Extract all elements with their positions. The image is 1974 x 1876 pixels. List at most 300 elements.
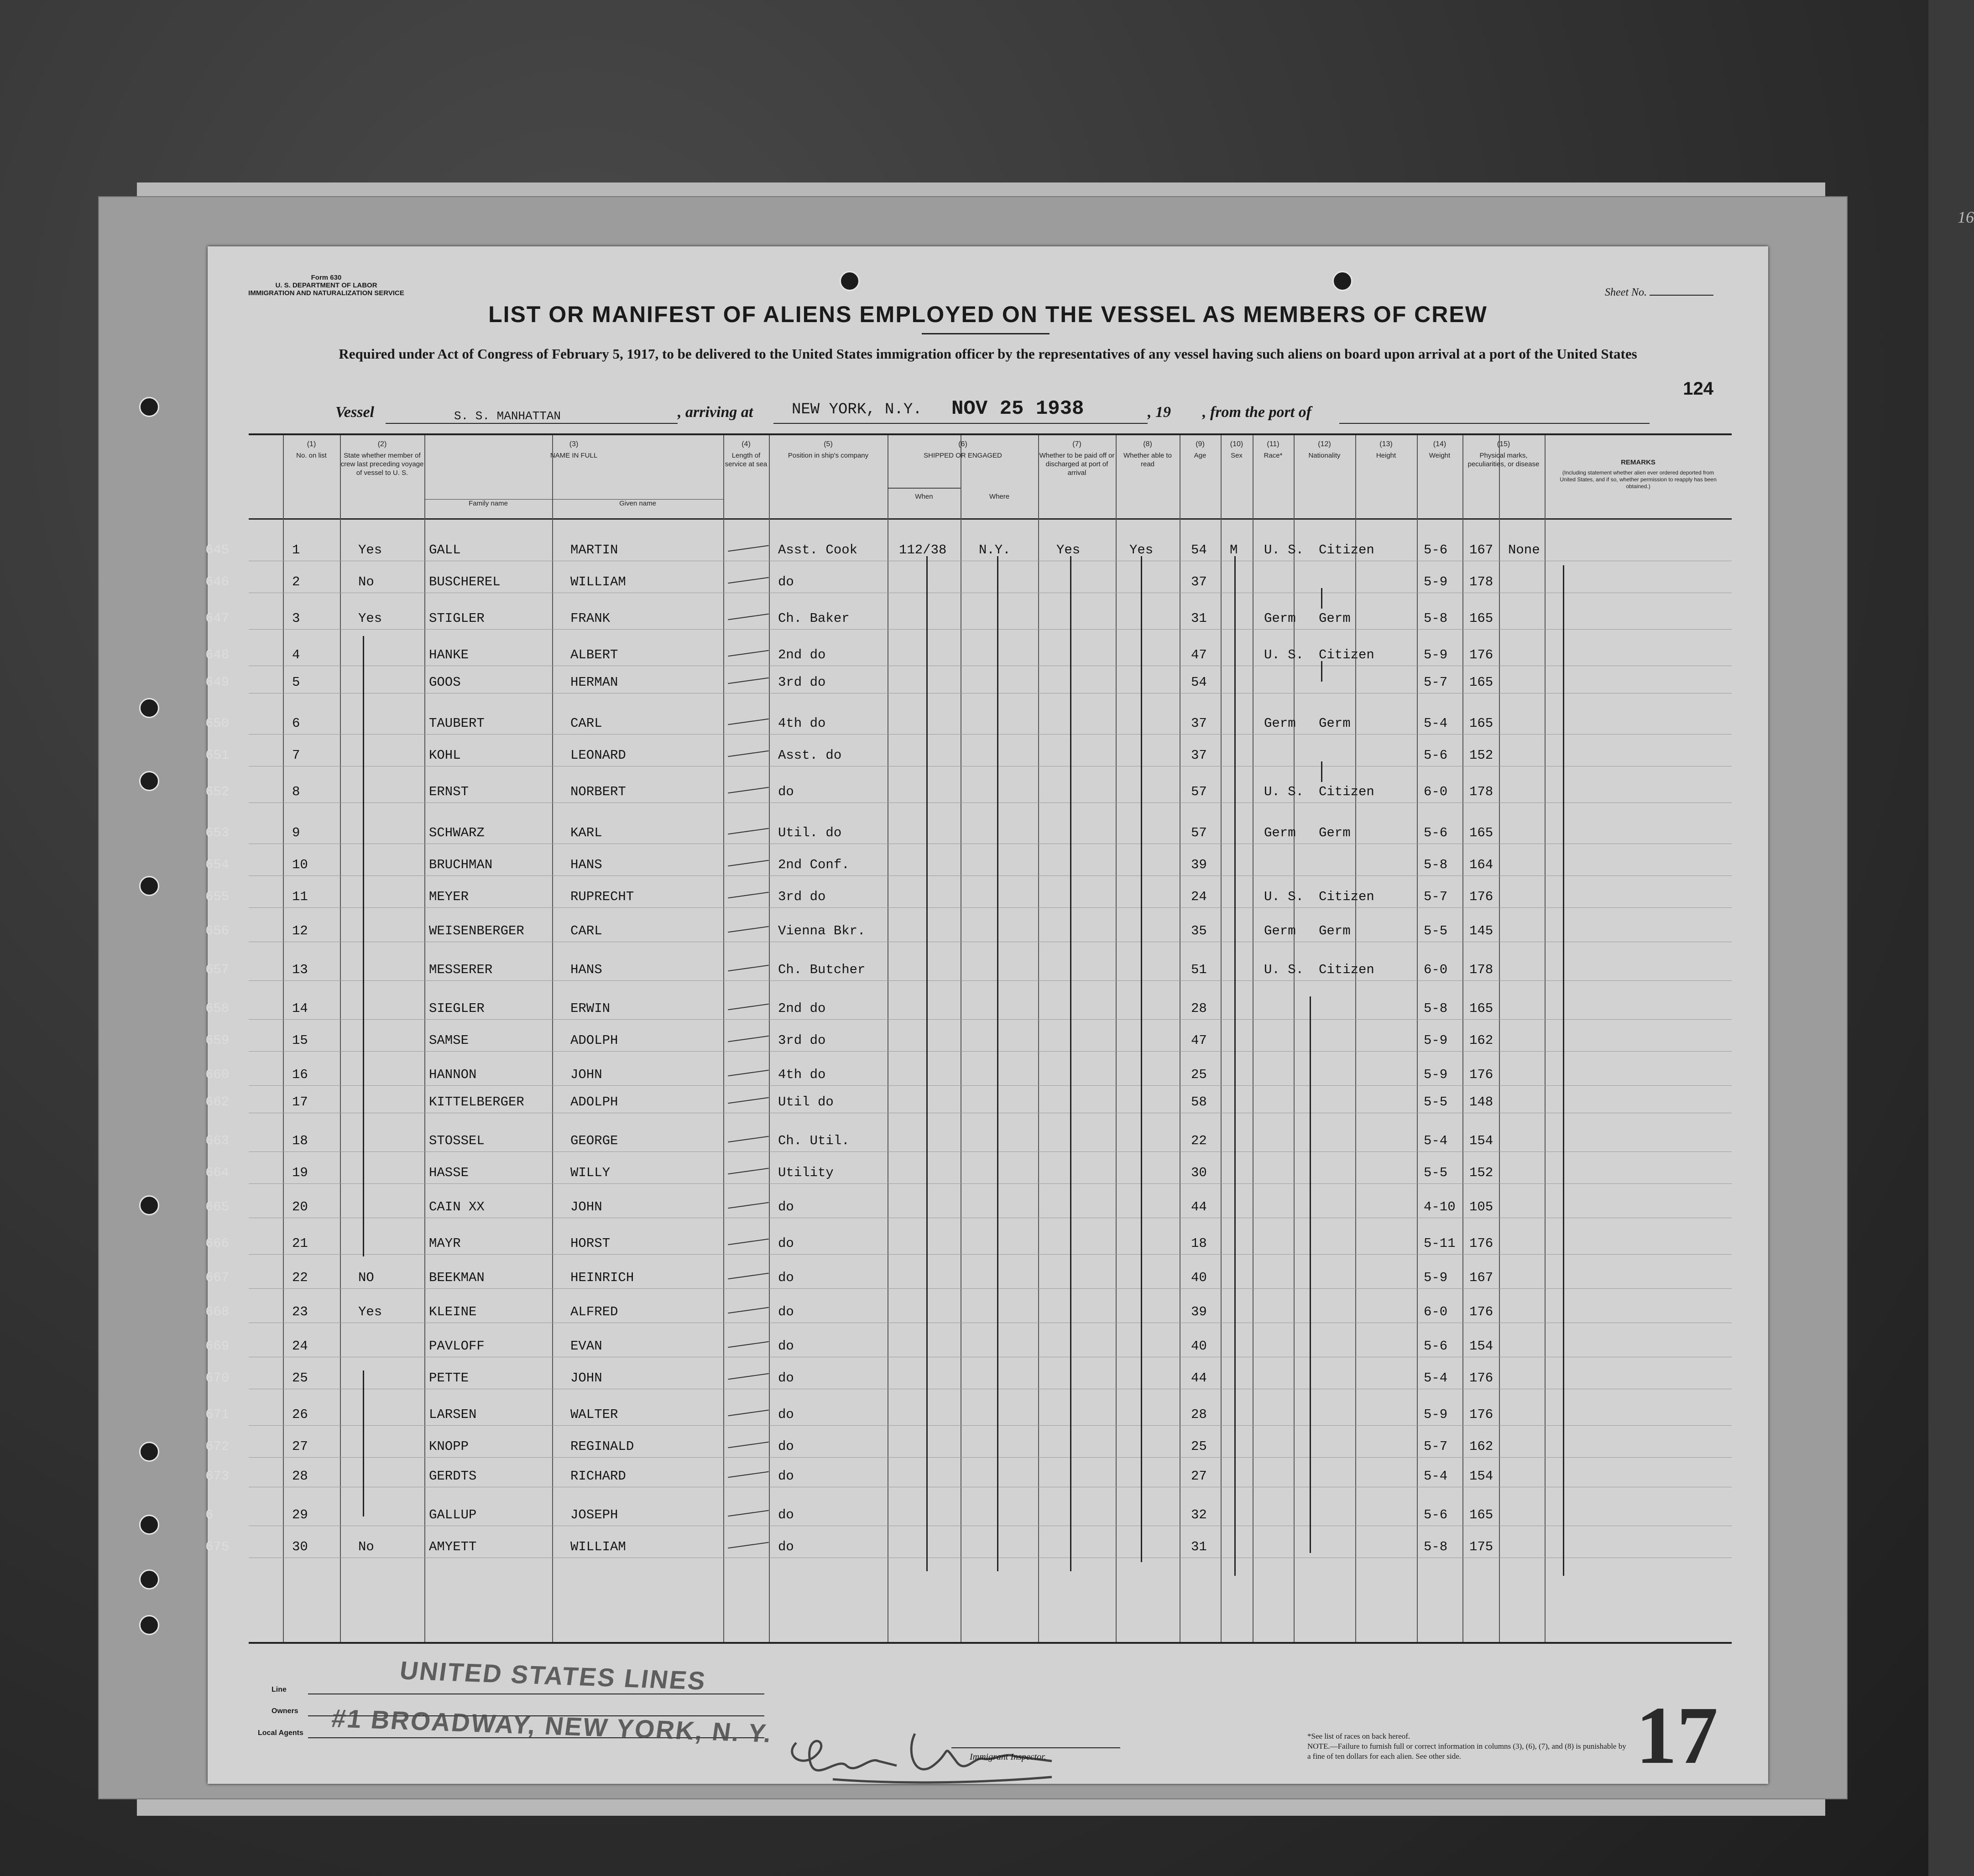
column-header <box>1545 469 1732 490</box>
position: do <box>778 1371 794 1386</box>
family-name: AMYETT <box>429 1539 477 1554</box>
nationality: Citizen <box>1319 647 1374 662</box>
punch-hole-icon <box>139 1442 159 1462</box>
sex: M <box>1230 542 1238 558</box>
weight: 154 <box>1469 1339 1494 1354</box>
previous-voyage: No <box>358 574 374 589</box>
position: 2nd do <box>778 1001 826 1016</box>
race: Germ <box>1264 716 1296 731</box>
column-divider <box>552 435 553 1642</box>
tick-mark <box>728 1273 768 1280</box>
column-header <box>340 440 424 477</box>
age: 32 <box>1191 1507 1207 1522</box>
column-header <box>1038 440 1116 477</box>
age: 25 <box>1191 1439 1207 1454</box>
column-divider <box>723 435 724 1642</box>
paid-off: Yes <box>1056 542 1081 558</box>
column-header <box>769 440 888 460</box>
position: Ch. Butcher <box>778 962 866 977</box>
row-rule <box>249 907 1732 908</box>
column-number: (12) <box>1318 440 1331 448</box>
header-rule <box>249 518 1732 520</box>
weight: 176 <box>1469 1371 1494 1386</box>
from-port-blank <box>1339 423 1650 424</box>
column-number: (13) <box>1379 440 1393 448</box>
column-number: (4) <box>742 440 751 448</box>
height: 5-7 <box>1424 675 1448 690</box>
height: 5-6 <box>1424 748 1448 763</box>
given-name: ADOLPH <box>570 1094 618 1110</box>
tick-mark <box>728 545 768 552</box>
race: U. S. <box>1264 962 1304 977</box>
owners-label: Owners <box>272 1707 298 1715</box>
list-number: 671 <box>205 1407 230 1422</box>
position: 2nd do <box>778 647 826 662</box>
ditto-line <box>1563 565 1564 1576</box>
list-number: 650 <box>205 716 230 731</box>
vessel-label: Vessel <box>335 404 374 421</box>
position: 4th do <box>778 716 826 731</box>
title-underline <box>922 333 1050 334</box>
weight: 175 <box>1469 1539 1494 1554</box>
ditto-line <box>363 1371 364 1516</box>
given-name: ERWIN <box>570 1001 611 1016</box>
manifest-title: LIST OR MANIFEST OF ALIENS EMPLOYED ON THE VESSEL AS MEMBERS OF CREW <box>488 302 1488 327</box>
family-name: GERDTS <box>429 1469 477 1484</box>
given-name: JOHN <box>570 1199 602 1214</box>
page-number: 124 <box>1683 379 1713 399</box>
column-label: No. on list <box>296 452 327 459</box>
column-number: (2) <box>377 440 387 448</box>
row-rule <box>249 734 1732 735</box>
row-number: 14 <box>292 1001 308 1016</box>
given-name: HANS <box>570 962 602 977</box>
column-divider <box>1038 435 1039 1642</box>
age: 35 <box>1191 923 1207 938</box>
list-number: 673 <box>205 1469 230 1484</box>
row-rule <box>249 629 1732 630</box>
list-number: 664 <box>205 1165 230 1180</box>
row-number: 6 <box>292 716 300 731</box>
height: 5-9 <box>1424 1270 1448 1285</box>
row-rule <box>249 980 1732 981</box>
age: 30 <box>1191 1165 1207 1180</box>
position: do <box>778 784 794 799</box>
height: 5-9 <box>1424 1033 1448 1048</box>
shipped-where: N.Y. <box>979 542 1011 558</box>
row-number: 23 <box>292 1304 308 1319</box>
tick-mark <box>728 965 768 972</box>
row-number: 1 <box>292 542 300 558</box>
list-number: 6 <box>205 1507 214 1522</box>
age: 47 <box>1191 1033 1207 1048</box>
height: 5-9 <box>1424 1067 1448 1082</box>
race: Germ <box>1264 923 1296 938</box>
tick-mark <box>728 1410 768 1417</box>
footnotes <box>1307 1731 1627 1761</box>
given-name: ADOLPH <box>570 1033 618 1048</box>
column-label: (Including statement whether alien ever ordered deported from United States, and if so, whether permission to reapply has been obtained.) <box>1560 469 1717 490</box>
arrival-date-stamp: NOV 25 1938 <box>951 397 1084 420</box>
family-name: PAVLOFF <box>429 1339 485 1354</box>
height: 6-0 <box>1424 962 1448 977</box>
age: 37 <box>1191 748 1207 763</box>
column-label: Race* <box>1264 452 1283 459</box>
height: 5-5 <box>1424 923 1448 938</box>
row-number: 2 <box>292 574 300 589</box>
sheet-number-blank <box>1650 295 1713 296</box>
weight: 152 <box>1469 1165 1494 1180</box>
races-footnote: *See list of races on back hereof. <box>1307 1732 1410 1741</box>
column-label: Family name <box>469 500 508 507</box>
vessel-blank <box>386 423 678 424</box>
column-label: When <box>915 493 933 500</box>
ditto-line <box>926 556 928 1571</box>
given-name: EVAN <box>570 1339 602 1354</box>
column-number: (1) <box>307 440 316 448</box>
tick-mark <box>728 1341 768 1348</box>
given-name: CARL <box>570 716 602 731</box>
tick-mark <box>728 1136 768 1143</box>
signature-line <box>951 1747 1120 1748</box>
list-number: 657 <box>205 962 230 977</box>
position: 4th do <box>778 1067 826 1082</box>
height: 5-8 <box>1424 1001 1448 1016</box>
ditto-line <box>997 556 998 1571</box>
position: do <box>778 574 794 589</box>
height: 5-9 <box>1424 647 1448 662</box>
address-stamp: #1 BROADWAY, NEW YORK, N. Y. <box>329 1704 775 1748</box>
column-number: (7) <box>1072 440 1081 448</box>
nationality: Citizen <box>1319 784 1374 799</box>
ditto-line <box>1310 996 1311 1553</box>
family-name: SAMSE <box>429 1033 469 1048</box>
age: 24 <box>1191 889 1207 904</box>
height: 5-4 <box>1424 1469 1448 1484</box>
family-name: HANNON <box>429 1067 477 1082</box>
family-name: SCHWARZ <box>429 825 485 840</box>
subheader-rule <box>888 488 961 489</box>
vessel-name: S. S. MANHATTAN <box>454 409 561 423</box>
column-number: (3) <box>569 440 579 448</box>
row-number: 12 <box>292 923 308 938</box>
family-name: TAUBERT <box>429 716 485 731</box>
column-header <box>424 499 552 508</box>
column-label: REMARKS <box>1621 459 1655 466</box>
weight: 165 <box>1469 1507 1494 1522</box>
tick-mark <box>728 614 768 620</box>
family-name: KLEINE <box>429 1304 477 1319</box>
weight: 176 <box>1469 1236 1494 1251</box>
height: 5-7 <box>1424 889 1448 904</box>
list-number: 663 <box>205 1133 230 1148</box>
list-number: 670 <box>205 1371 230 1386</box>
family-name: GALL <box>429 542 461 558</box>
row-number: 4 <box>292 647 300 662</box>
tick-mark <box>728 1471 768 1478</box>
column-divider <box>1417 435 1418 1642</box>
row-number: 27 <box>292 1439 308 1454</box>
column-label: Given name <box>619 500 656 507</box>
column-divider <box>769 435 770 1642</box>
row-number: 26 <box>292 1407 308 1422</box>
tick-mark <box>728 750 768 757</box>
weight: 165 <box>1469 716 1494 731</box>
height: 5-6 <box>1424 1339 1448 1354</box>
weight: 154 <box>1469 1469 1494 1484</box>
family-name: BEEKMAN <box>429 1270 485 1285</box>
column-divider <box>1355 435 1356 1642</box>
tick-mark <box>728 1004 768 1011</box>
nationality: Citizen <box>1319 889 1374 904</box>
column-header <box>961 492 1038 501</box>
position: do <box>778 1539 794 1554</box>
list-number: 655 <box>205 889 230 904</box>
column-label: Physical marks, peculiarities, or disease <box>1467 452 1540 468</box>
tick-mark <box>728 1510 768 1517</box>
weight: 148 <box>1469 1094 1494 1110</box>
family-name: PETTE <box>429 1371 469 1386</box>
family-name: ERNST <box>429 784 469 799</box>
age: 28 <box>1191 1407 1207 1422</box>
weight: 165 <box>1469 675 1494 690</box>
age: 28 <box>1191 1001 1207 1016</box>
weight: 162 <box>1469 1033 1494 1048</box>
given-name: ALFRED <box>570 1304 618 1319</box>
age: 57 <box>1191 825 1207 840</box>
column-label: Sex <box>1231 452 1243 459</box>
column-header <box>1116 440 1180 469</box>
nationality: Citizen <box>1319 542 1374 558</box>
column-label: Position in ship's company <box>788 452 869 459</box>
tick-mark <box>728 1542 768 1549</box>
row-number: 25 <box>292 1371 308 1386</box>
height: 6-0 <box>1424 784 1448 799</box>
given-name: JOSEPH <box>570 1507 618 1522</box>
given-name: FRANK <box>570 611 611 626</box>
able-to-read: Yes <box>1129 542 1154 558</box>
height: 5-6 <box>1424 1507 1448 1522</box>
row-number: 21 <box>292 1236 308 1251</box>
physical-marks: None <box>1508 542 1540 558</box>
tick-mark <box>728 828 768 835</box>
list-number: 653 <box>205 825 230 840</box>
column-number: (9) <box>1196 440 1205 448</box>
corner-mark: 16 <box>1958 208 1974 226</box>
height: 5-5 <box>1424 1165 1448 1180</box>
column-label: Length of service at sea <box>725 452 768 468</box>
ditto-line <box>1234 556 1236 1576</box>
race: U. S. <box>1264 542 1304 558</box>
family-name: KOHL <box>429 748 461 763</box>
list-number: 667 <box>205 1270 230 1285</box>
family-name: LARSEN <box>429 1407 477 1422</box>
tick-mark <box>728 926 768 933</box>
family-name: GOOS <box>429 675 461 690</box>
given-name: RICHARD <box>570 1469 626 1484</box>
weight: 176 <box>1469 1304 1494 1319</box>
ditto-line <box>363 636 364 1256</box>
height: 5-4 <box>1424 1371 1448 1386</box>
column-divider <box>1462 435 1463 1642</box>
position: 3rd do <box>778 889 826 904</box>
list-number: 645 <box>205 542 230 558</box>
row-rule <box>249 1254 1732 1255</box>
column-label: Age <box>1194 452 1206 459</box>
arriving-label: , arriving at <box>678 404 753 421</box>
position: Ch. Util. <box>778 1133 850 1148</box>
row-rule <box>249 875 1732 876</box>
position: do <box>778 1304 794 1319</box>
age: 22 <box>1191 1133 1207 1148</box>
race: U. S. <box>1264 784 1304 799</box>
age: 37 <box>1191 574 1207 589</box>
height: 4-10 <box>1424 1199 1456 1214</box>
given-name: HERMAN <box>570 675 618 690</box>
given-name: HORST <box>570 1236 611 1251</box>
shipping-line-stamp: UNITED STATES LINES <box>398 1656 709 1695</box>
local-agents-label: Local Agents <box>258 1729 303 1737</box>
manifest-footer <box>221 1652 1755 1781</box>
tick-mark <box>728 1168 768 1175</box>
list-number: 666 <box>205 1236 230 1251</box>
position: do <box>778 1339 794 1354</box>
row-number: 18 <box>292 1133 308 1148</box>
list-number: 658 <box>205 1001 230 1016</box>
row-number: 22 <box>292 1270 308 1285</box>
previous-voyage: Yes <box>358 1304 382 1319</box>
row-rule <box>249 1457 1732 1458</box>
column-divider <box>1221 435 1222 1642</box>
age: 39 <box>1191 1304 1207 1319</box>
shipped-when: 112/38 <box>899 542 947 558</box>
weight: 167 <box>1469 542 1494 558</box>
column-label: Height <box>1376 452 1396 459</box>
column-number: (14) <box>1433 440 1447 448</box>
list-number: 672 <box>205 1439 230 1454</box>
weight: 154 <box>1469 1133 1494 1148</box>
position: do <box>778 1469 794 1484</box>
race: Germ <box>1264 611 1296 626</box>
list-number: 646 <box>205 574 230 589</box>
height: 5-5 <box>1424 1094 1448 1110</box>
column-label: Whether to be paid off or discharged at port of arrival <box>1039 452 1115 477</box>
row-number: 15 <box>292 1033 308 1048</box>
sheet-number-field <box>1605 287 1713 299</box>
list-number: 651 <box>205 748 230 763</box>
age: 37 <box>1191 716 1207 731</box>
tick-mark <box>728 860 768 867</box>
weight: 167 <box>1469 1270 1494 1285</box>
position: do <box>778 1439 794 1454</box>
list-number: 649 <box>205 675 230 690</box>
inspector-label: Immigrant Inspector. <box>970 1752 1046 1762</box>
row-number: 30 <box>292 1539 308 1554</box>
list-number: 654 <box>205 857 230 872</box>
position: do <box>778 1199 794 1214</box>
age: 54 <box>1191 542 1207 558</box>
given-name: WALTER <box>570 1407 618 1422</box>
height: 5-9 <box>1424 1407 1448 1422</box>
position: Ch. Baker <box>778 611 850 626</box>
list-number: 669 <box>205 1339 230 1354</box>
weight: 176 <box>1469 647 1494 662</box>
arriving-port: NEW YORK, N.Y. <box>792 401 922 418</box>
weight: 178 <box>1469 784 1494 799</box>
list-number: 656 <box>205 923 230 938</box>
age: 25 <box>1191 1067 1207 1082</box>
age: 47 <box>1191 647 1207 662</box>
line-label: Line <box>272 1686 287 1694</box>
ditto-line <box>1070 556 1071 1571</box>
column-header <box>1355 440 1417 460</box>
family-name: STOSSEL <box>429 1133 485 1148</box>
position: Asst. do <box>778 748 842 763</box>
position: do <box>778 1236 794 1251</box>
sheet-number-label: Sheet No. <box>1605 287 1647 298</box>
punch-hole-icon <box>139 1195 159 1215</box>
age: 57 <box>1191 784 1207 799</box>
column-header <box>1462 440 1545 469</box>
list-number: 668 <box>205 1304 230 1319</box>
row-rule <box>249 1019 1732 1020</box>
given-name: HANS <box>570 857 602 872</box>
nationality: Germ <box>1319 716 1351 731</box>
height: 5-4 <box>1424 1133 1448 1148</box>
crew-table <box>205 433 1732 1644</box>
row-number: 7 <box>292 748 300 763</box>
position: do <box>778 1270 794 1285</box>
list-number: 665 <box>205 1199 230 1214</box>
race: U. S. <box>1264 647 1304 662</box>
tick-mark <box>728 1036 768 1042</box>
punch-hole-icon <box>139 397 159 417</box>
given-name: ALBERT <box>570 647 618 662</box>
column-header <box>723 440 769 469</box>
given-name: KARL <box>570 825 602 840</box>
punch-hole-icon <box>139 1515 159 1535</box>
column-number: (6) <box>958 440 967 448</box>
column-divider <box>424 435 425 1642</box>
position: Util do <box>778 1094 834 1110</box>
list-number: 675 <box>205 1539 230 1554</box>
family-name: KNOPP <box>429 1439 469 1454</box>
punch-hole-icon <box>139 1569 159 1589</box>
age: 18 <box>1191 1236 1207 1251</box>
column-number: (5) <box>824 440 833 448</box>
weight: 178 <box>1469 962 1494 977</box>
given-name: RUPRECHT <box>570 889 634 904</box>
row-number: 19 <box>292 1165 308 1180</box>
ditto-line <box>1321 661 1322 682</box>
column-number: (8) <box>1143 440 1152 448</box>
position: Vienna Bkr. <box>778 923 866 938</box>
row-number: 3 <box>292 611 300 626</box>
column-divider <box>283 435 284 1642</box>
column-divider <box>340 435 341 1642</box>
column-header <box>424 440 723 460</box>
tick-mark <box>728 1070 768 1077</box>
age: 58 <box>1191 1094 1207 1110</box>
punch-hole-icon <box>139 771 159 791</box>
column-header <box>1221 440 1253 460</box>
family-name: MESSERER <box>429 962 493 977</box>
given-name: CARL <box>570 923 602 938</box>
race: U. S. <box>1264 889 1304 904</box>
tick-mark <box>728 677 768 684</box>
age: 54 <box>1191 675 1207 690</box>
row-rule <box>249 1288 1732 1289</box>
